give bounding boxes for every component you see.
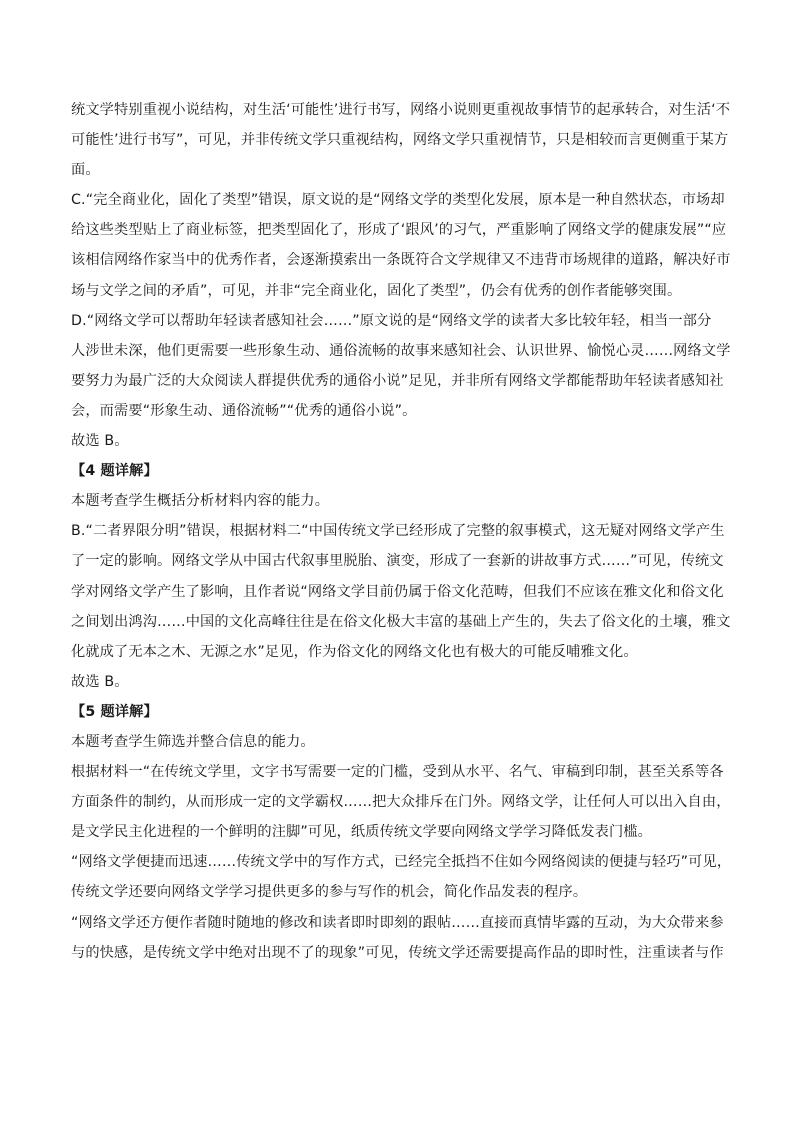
answer-line: 故选 B。 — [71, 673, 129, 690]
text-line: 统文学特别重视小说结构，对生活‘可能性’进行书写，网络小说则更重视故事情节的起承转合，对生活‘不 — [71, 102, 731, 118]
option-d-line: D.“网络文学可以帮助年轻读者感知社会……”原文说的是“网络文学的读者大多比较年轻，相当一部分 — [71, 312, 712, 329]
option-b-line: B.“二者界限分明”错误，根据材料二“中国传统文学已经形成了完整的叙事模式，这无疑对网络文学产生 — [71, 523, 725, 540]
text-line: 与的快感，是传统文学中绝对出现不了的现象”可见，传统文学还需要提高作品的即时性，注重读者与作 — [71, 944, 724, 961]
option-c-line: C.“完全商业化，固化了类型”错误，原文说的是“网络文学的类型化发展，原本是一种自然状态，市场却 — [71, 192, 725, 209]
text-line: 本题考查学生概括分析材料内容的能力。 — [71, 493, 330, 510]
text-line: 会，而需要“形象生动、通俗流畅”“优秀的通俗小说”。 — [71, 402, 417, 419]
text-line: 本题考查学生筛选并整合信息的能力。 — [71, 733, 315, 750]
text-line: 传统文学还要向网络文学学习提供更多的参与写作的机会，简化作品发表的程序。 — [71, 884, 588, 901]
answer-explanation-text — [71, 95, 731, 968]
text-line: 学对网络文学产生了影响，且作者说“网络文学目前仍属于俗文化范畴，但我们不应该在雅文化和俗文化 — [71, 583, 724, 600]
text-line: 之间划出鸿沟……中国的文化高峰往往是在俗文化极大丰富的基础上产生的，失去了俗文化的土壤，雅文 — [71, 613, 731, 630]
question-4-heading: 【4 题详解】 — [71, 463, 158, 480]
question-5-heading: 【5 题详解】 — [71, 703, 158, 720]
text-line: 可能性’进行书写”，可见，并非传统文学只重视结构，网络文学只重视情节，只是相较而言更侧重于某方 — [71, 132, 729, 149]
text-line: 是文学民主化进程的一个鲜明的注脚”可见，纸质传统文学要向网络文学学习降低发表门槛。 — [71, 824, 653, 841]
text-line: 人涉世未深，他们更需要一些形象生动、通俗流畅的故事来感知社会、认识世界、愉悦心灵……网络文学 — [71, 342, 731, 359]
text-line: 面。 — [71, 162, 100, 179]
text-line: 方面条件的制约，从而形成一定的文学霸权……把大众排斥在门外。网络文学，让任何人可以出入自由， — [71, 794, 731, 811]
answer-line: 故选 B。 — [71, 433, 129, 450]
text-line: 该相信网络作家当中的优秀作者，会逐渐摸索出一条既符合文学规律又不违背市场规律的道路，解决好市 — [71, 252, 731, 269]
text-line: 了一定的影响。网络文学从中国古代叙事里脱胎、演变，形成了一套新的讲故事方式……”可见，传统文 — [71, 553, 724, 570]
text-line: 根据材料一“在传统文学里，文字书写需要一定的门槛，受到从水平、名气、审稿到印制，甚至关系等各 — [71, 764, 724, 781]
text-line: 要努力为最广泛的大众阅读人群提供优秀的通俗小说”足见，并非所有网络文学都能帮助年轻读者感知社 — [71, 372, 724, 389]
text-line: 场与文学之间的矛盾”，可见，并非“完全商业化，固化了类型”，仍会有优秀的创作者能够突围。 — [71, 282, 682, 299]
text-line: 化就成了无本之木、无源之水”足见，作为俗文化的网络文化也有极大的可能反哺雅文化。 — [71, 643, 638, 660]
text-line: 给这些类型贴上了商业标签，把类型固化了，形成了‘跟风’的习气，严重影响了网络文学的健康发展”“应 — [71, 222, 727, 239]
text-line: “网络文学便捷而迅速……传统文学中的写作方式，已经完全抵挡不住如今网络阅读的便捷与轻巧”可见， — [71, 854, 732, 871]
text-line: “网络文学还方便作者随时随地的修改和读者即时即刻的跟帖……直接而真情毕露的互动，为大众带来参 — [71, 914, 724, 931]
